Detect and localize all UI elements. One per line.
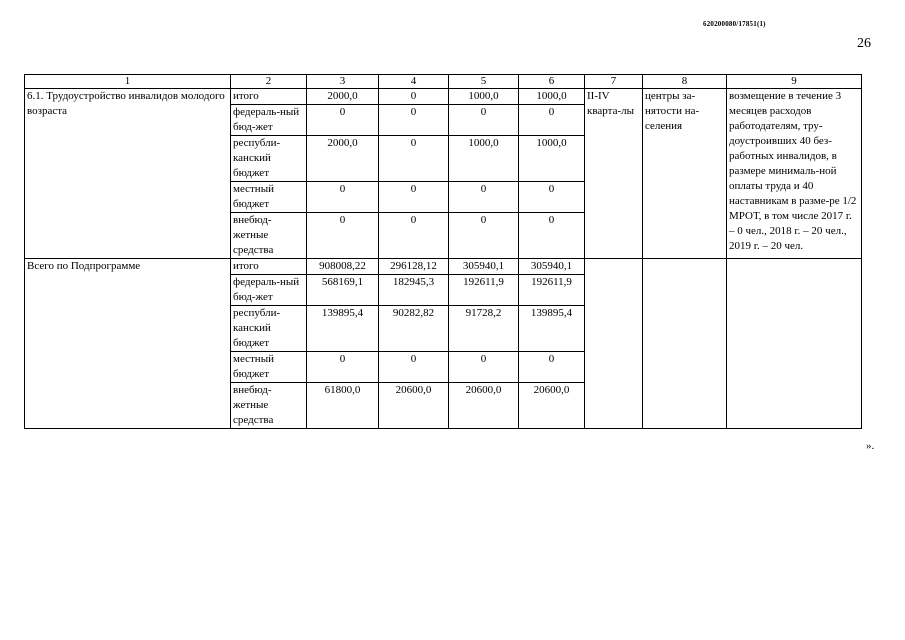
value-cell: 1000,0 <box>449 136 519 182</box>
header-cell: 9 <box>727 75 862 89</box>
value-cell: 568169,1 <box>307 275 379 306</box>
value-cell: 0 <box>379 105 449 136</box>
funding-source: республи-канский бюджет <box>231 136 307 182</box>
value-cell: 0 <box>449 182 519 213</box>
funding-source: итого <box>231 89 307 105</box>
section-title: 6.1. Трудоустройство инвалидов молодого возраста <box>25 89 231 259</box>
period-cell: II-IV кварта-лы <box>585 89 643 259</box>
header-cell: 2 <box>231 75 307 89</box>
value-cell: 0 <box>379 136 449 182</box>
funding-source: местный бюджет <box>231 352 307 383</box>
page-number: 26 <box>857 36 871 51</box>
value-cell: 0 <box>307 182 379 213</box>
value-cell: 0 <box>379 182 449 213</box>
value-cell: 0 <box>519 182 585 213</box>
header-cell: 6 <box>519 75 585 89</box>
value-cell: 0 <box>379 213 449 259</box>
header-cell: 5 <box>449 75 519 89</box>
period-cell <box>585 259 643 429</box>
value-cell: 2000,0 <box>307 136 379 182</box>
value-cell: 0 <box>449 213 519 259</box>
value-cell: 0 <box>449 105 519 136</box>
description-cell <box>727 259 862 429</box>
closing-quote: ». <box>866 440 875 452</box>
value-cell: 192611,9 <box>519 275 585 306</box>
header-cell: 7 <box>585 75 643 89</box>
header-cell: 4 <box>379 75 449 89</box>
description-cell: возмещение в течение 3 месяцев расходов работодателям, тру-доустроивших 40 без-работных инвалидов, в размере минималь-ной оплаты труда и 40 наставникам в разме-ре 1/2 МРОТ, в том числе 2017 г. – 0 чел., 2018 г. – 20 чел., 2019 г. – 20 чел. <box>727 89 862 259</box>
funding-source: внебюд-жетные средства <box>231 213 307 259</box>
executor-cell: центры за-нятости на-селения <box>643 89 727 259</box>
value-cell: 2000,0 <box>307 89 379 105</box>
funding-source: федераль-ный бюд-жет <box>231 275 307 306</box>
value-cell: 305940,1 <box>519 259 585 275</box>
value-cell: 1000,0 <box>449 89 519 105</box>
value-cell: 0 <box>519 352 585 383</box>
value-cell: 0 <box>307 352 379 383</box>
funding-source: республи-канский бюджет <box>231 306 307 352</box>
value-cell: 20600,0 <box>379 383 449 429</box>
value-cell: 0 <box>379 352 449 383</box>
value-cell: 0 <box>519 105 585 136</box>
header-cell: 8 <box>643 75 727 89</box>
value-cell: 0 <box>519 213 585 259</box>
funding-source: федераль-ный бюд-жет <box>231 105 307 136</box>
value-cell: 0 <box>307 105 379 136</box>
document-id: 620200080/17851(1) <box>703 20 766 28</box>
value-cell: 139895,4 <box>307 306 379 352</box>
value-cell: 90282,82 <box>379 306 449 352</box>
value-cell: 182945,3 <box>379 275 449 306</box>
value-cell: 0 <box>307 213 379 259</box>
funding-source: внебюд-жетные средства <box>231 383 307 429</box>
header-cell: 3 <box>307 75 379 89</box>
funding-source: итого <box>231 259 307 275</box>
table-row <box>25 259 862 275</box>
header-row <box>25 75 862 89</box>
value-cell: 908008,22 <box>307 259 379 275</box>
executor-cell <box>643 259 727 429</box>
value-cell: 91728,2 <box>449 306 519 352</box>
value-cell: 0 <box>379 89 449 105</box>
value-cell: 1000,0 <box>519 89 585 105</box>
value-cell: 20600,0 <box>519 383 585 429</box>
value-cell: 192611,9 <box>449 275 519 306</box>
header-cell: 1 <box>25 75 231 89</box>
value-cell: 305940,1 <box>449 259 519 275</box>
value-cell: 61800,0 <box>307 383 379 429</box>
table-row <box>25 89 862 105</box>
budget-table <box>24 74 862 429</box>
value-cell: 296128,12 <box>379 259 449 275</box>
value-cell: 1000,0 <box>519 136 585 182</box>
funding-source: местный бюджет <box>231 182 307 213</box>
value-cell: 0 <box>449 352 519 383</box>
value-cell: 139895,4 <box>519 306 585 352</box>
section-title: Всего по Подпрограмме <box>25 259 231 429</box>
value-cell: 20600,0 <box>449 383 519 429</box>
